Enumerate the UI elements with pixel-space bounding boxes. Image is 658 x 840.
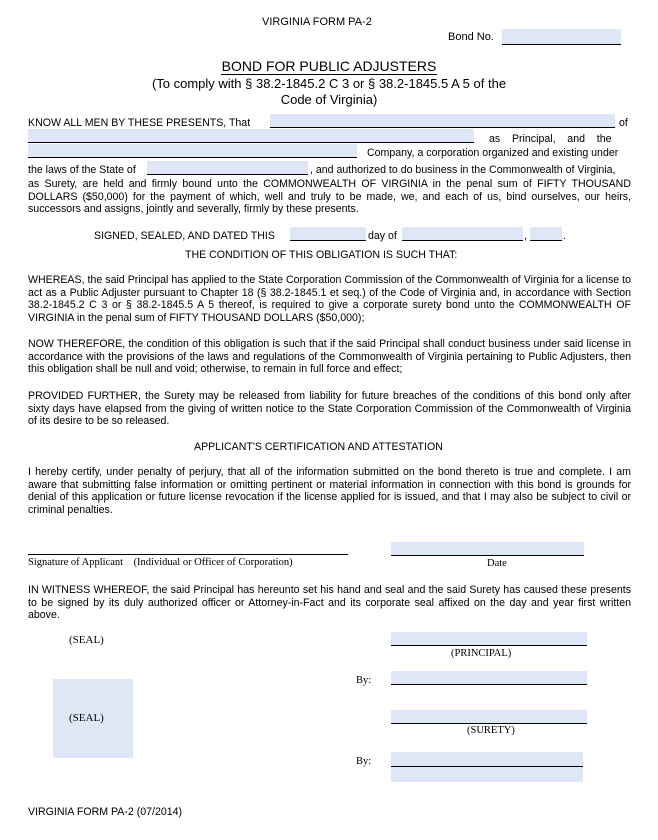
state-field[interactable] — [147, 161, 308, 175]
comma-label: , — [524, 230, 527, 242]
principal-by-field[interactable] — [391, 671, 587, 685]
now-therefore-paragraph: NOW THEREFORE, the condition of this obligation is such that if the said Principal shall conduct business under said license in accordance with the provisions of the laws and regulations of the Commonwealth of Virginia pertaining to Public Adjusters, then this obligation shall be null and void; otherwise, to remain in full force and effect; — [28, 338, 631, 375]
seal-label-surety: (SEAL) — [69, 712, 104, 724]
company-label: Company, a corporation organized and existing under — [367, 147, 619, 159]
principal-label: (PRINCIPAL) — [451, 648, 512, 659]
principal-address-field[interactable] — [28, 129, 474, 143]
form-title: BOND FOR PUBLIC ADJUSTERS — [221, 58, 437, 74]
signed-label: SIGNED, SEALED, AND DATED THIS — [94, 230, 275, 242]
year-field[interactable] — [530, 227, 562, 241]
as-principal-label: as Principal, and the — [489, 133, 612, 145]
laws-of-state-label: the laws of the State of — [28, 164, 136, 176]
principal-name-field[interactable] — [270, 114, 615, 128]
whereas-paragraph: WHEREAS, the said Principal has applied to the State Corporation Commission of the Commonwealth of Virginia for a license to act as a Public Adjuster pursuant to Chapter 18 (§ 38.2-1845.1 et seq.) of the Code of Virginia and, in accordance with Section 38.2-1845.2 C 3 or § 38.2-1845.5 A 5 thereof, is required to give a corporate surety bond unto the COMMONWEALTH OF VIRGINIA in the penal sum of FIFTY THOUSAND DOLLARS ($50,000); — [28, 274, 631, 324]
principal-signature-field[interactable] — [391, 632, 587, 646]
month-field[interactable] — [402, 227, 523, 241]
of-label: of — [619, 117, 628, 129]
surety-by-field[interactable] — [391, 752, 583, 782]
seal-label-principal: (SEAL) — [69, 634, 104, 646]
certification-heading: APPLICANT'S CERTIFICATION AND ATTESTATION — [194, 441, 443, 453]
surety-paragraph: as Surety, are held and firmly bound unto the COMMONWEALTH OF VIRGINIA in the penal sum of FIFTY THOUSAND DOLLARS ($50,000) for the payment of which, well and truly to be made, we, and each of us, bind ourselves, our heirs, successors and assigns, jointly and severally, firmly by these presents. — [28, 178, 631, 215]
form-subtitle-1: (To comply with § 38.2-1845.2 C 3 or § 38.2-1845.5 A 5 of the — [151, 76, 507, 91]
condition-heading: THE CONDITION OF THIS OBLIGATION IS SUCH THAT: — [185, 249, 458, 261]
authorized-label: , and authorized to do business in the Commonwealth of Virginia, — [310, 164, 616, 176]
form-subtitle-2: Code of Virginia) — [280, 92, 378, 107]
signature-line[interactable] — [28, 554, 348, 555]
form-version: VIRGINIA FORM PA-2 (07/2014) — [28, 806, 183, 818]
day-of-label: day of — [368, 230, 397, 242]
provided-further-paragraph: PROVIDED FURTHER, the Surety may be released from liability for future breaches of the conditions of this bond only after sixty days have elapsed from the giving of written notice to the State Corporation Commission of the Commonwealth of Virginia of its desire to be so released. — [28, 390, 631, 427]
form-name: VIRGINIA FORM PA-2 — [262, 16, 372, 28]
by-label-surety: By: — [356, 756, 372, 767]
surety-label: (SURETY) — [467, 725, 515, 736]
surety-signature-field[interactable] — [391, 710, 587, 724]
signature-label: Signature of Applicant (Individual or Officer of Corporation) — [28, 557, 293, 568]
date-label: Date — [487, 558, 507, 569]
surety-by-line — [391, 766, 583, 767]
know-all-men-label: KNOW ALL MEN BY THESE PRESENTS, That — [28, 117, 251, 129]
certification-paragraph: I hereby certify, under penalty of perjury, that all of the information submitted on the bond thereto is true and complete. I am aware that submitting false information or omitting pertinent or material information in connection with this bond is grounds for denial of this application or future license revocation if the license applied for is issued, and that I may also be subject to civil or criminal penalties. — [28, 466, 631, 516]
witness-paragraph: IN WITNESS WHEREOF, the said Principal has hereunto set his hand and seal and the said Surety has caused these presents to be signed by its duly authorized officer or Attorney-in-Fact and its corporate seal affixed on the day and year first written above. — [28, 584, 631, 621]
surety-company-field[interactable] — [28, 144, 357, 158]
date-field[interactable] — [391, 542, 584, 556]
by-label-principal: By: — [356, 675, 372, 686]
bond-no-field[interactable] — [502, 29, 621, 45]
period-label: . — [563, 230, 566, 242]
day-field[interactable] — [290, 227, 366, 241]
bond-no-label: Bond No. — [448, 31, 494, 43]
